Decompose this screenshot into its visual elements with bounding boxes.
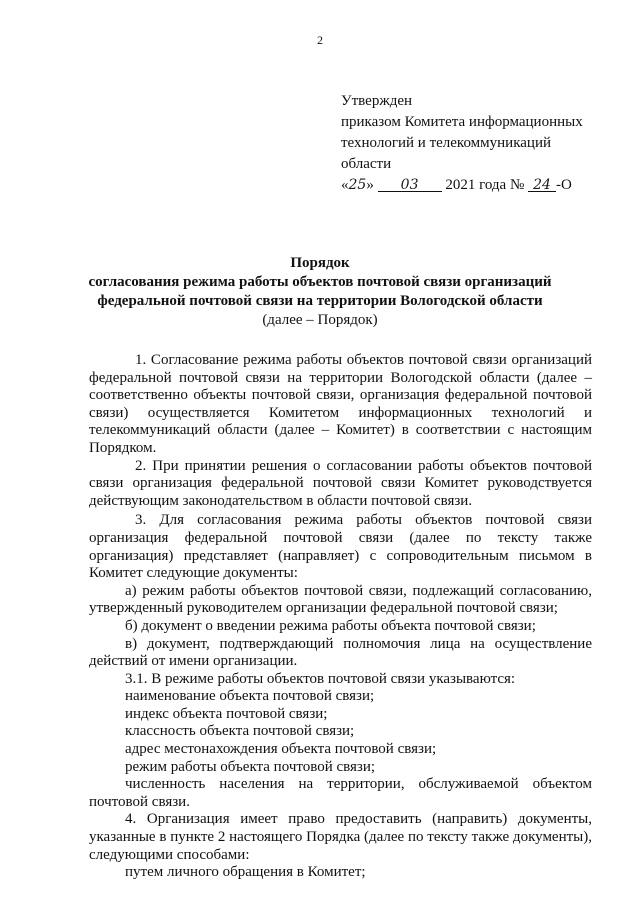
list-item: численность населения на территории, обслуживаемой объектом почтовой связи. [89, 776, 592, 810]
paragraph: в) документ, подтверждающий полномочия лица на осуществление действий от имени организации. [89, 635, 592, 670]
approval-suffix: -О [556, 177, 572, 193]
approval-day: 25 [348, 177, 367, 193]
approval-block [341, 91, 631, 196]
document-title [60, 254, 580, 330]
approval-number: 24 [528, 175, 556, 192]
page-number: 2 [317, 33, 323, 47]
quote-open: « [341, 177, 349, 193]
approval-year: 2021 года № [445, 177, 525, 193]
approval-line: Утвержден [341, 93, 413, 109]
list-item: классность объекта почтовой связи; [125, 723, 355, 740]
list-item: адрес местонахождения объекта почтовой связи; [125, 741, 437, 758]
list-item: путем личного обращения в Комитет; [125, 864, 366, 881]
title-line: федеральной почтовой связи на территории Вологодской области [97, 293, 543, 309]
paragraph: 1. Согласование режима работы объектов почтовой связи организаций федеральной почтовой связи на территории Вологодской области (далее – соответственно объекты почтовой связи, организация федеральной почтовой связи) осуществляется Комитетом информационных технологий и телекоммуникаций области (далее – Комитет) в соответствии с настоящим Порядком. [89, 352, 592, 456]
paragraph: б) документ о введении режима работы объекта почтовой связи; [125, 617, 536, 634]
approval-line: области [341, 156, 392, 172]
list-item: наименование объекта почтовой связи; [125, 688, 375, 705]
list-item: индекс объекта почтовой связи; [125, 705, 328, 722]
approval-line: приказом Комитета информационных [341, 114, 583, 130]
approval-month: 03 [378, 175, 442, 192]
approval-line: технологий и телекоммуникаций [341, 135, 551, 151]
document-body [89, 352, 592, 882]
approval-date-line [341, 175, 631, 196]
paragraph: 3.1. В режиме работы объектов почтовой связи указываются: [125, 670, 516, 687]
paragraph: 3. Для согласования режима работы объектов почтовой связи организация федеральной почтовой связи (далее по тексту также организация) представляет (направляет) с сопроводительным письмом в Комитет следующие документы: [89, 512, 592, 582]
paragraph: а) режим работы объектов почтовой связи, подлежащий согласованию, утвержденный руководителем организации федеральной почтовой связи; [89, 582, 592, 617]
title-subline: (далее – Порядок) [262, 312, 378, 328]
quote-close: » [366, 177, 374, 193]
title-line: Порядок [290, 255, 350, 271]
paragraph: 4. Организация имеет право предоставить (направить) документы, указанные в пункте 2 настоящего Порядка (далее по тексту также документы), следующими способами: [89, 811, 592, 863]
title-line: согласования режима работы объектов почтовой связи организаций [88, 274, 552, 290]
paragraph: 2. При принятии решения о согласовании работы объектов почтовой связи организация федеральной почтовой связи Комитет руководствуется действующим законодательством в области почтовой связи. [89, 457, 592, 509]
list-item: режим работы объекта почтовой связи; [125, 758, 376, 775]
